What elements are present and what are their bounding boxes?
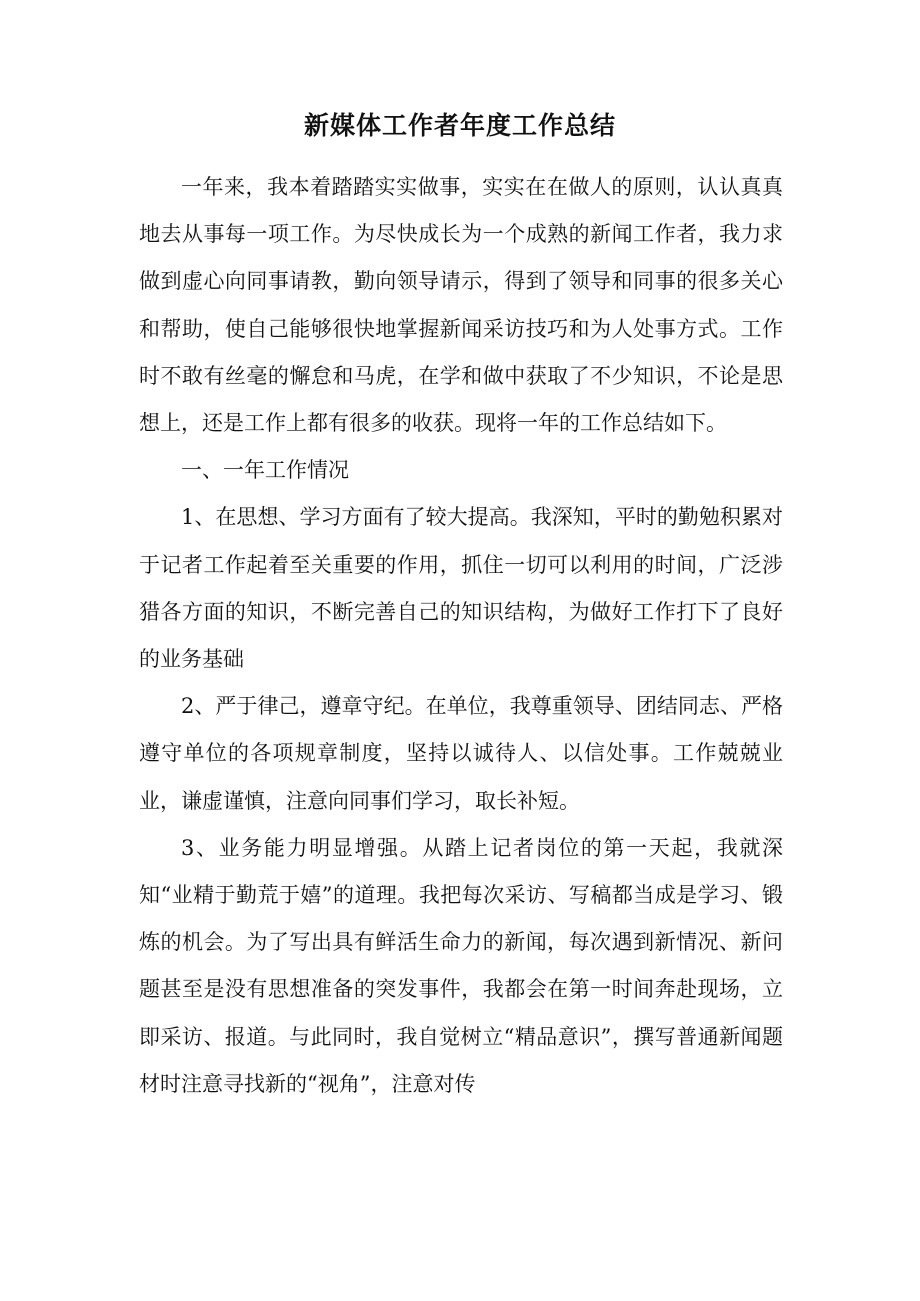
point-1-paragraph: 1、在思想、学习方面有了较大提高。我深知，平时的勤勉积累对于记者工作起着至关重要的作用，抓住一切可以利用的时间，广泛涉猎各方面的知识，不断完善自己的知识结构，为做好工作打下了良好的业务基础	[139, 505, 783, 672]
section-heading-work-situation: 一、一年工作情况	[181, 458, 349, 483]
point-3-paragraph: 3、业务能力明显增强。从踏上记者岗位的第一天起，我就深知“业精于勤荒于嬉”的道理。我把每次采访、写稿都当成是学习、锻炼的机会。为了写出具有鲜活生命力的新闻，每次遇到新情况、新问题甚至是没有思想准备的突发事件，我都会在第一时间奔赴现场，立即采访、报道。与此同时，我自觉树立“精品意识”，撰写普通新闻题材时注意寻找新的“视角”，注意对传	[139, 835, 783, 1096]
intro-paragraph: 一年来，我本着踏踏实实做事，实实在在做人的原则，认认真真地去从事每一项工作。为尽快成长为一个成熟的新闻工作者，我力求做到虚心向同事请教，勤向领导请示，得到了领导和同事的很多关心和帮助，使自己能够很快地掌握新闻采访技巧和为人处事方式。工作时不敢有丝毫的懈怠和马虎，在学和做中获取了不少知识，不论是思想上，还是工作上都有很多的收获。现将一年的工作总结如下。	[139, 175, 783, 436]
document-title: 新媒体工作者年度工作总结	[303, 111, 616, 140]
point-2-paragraph: 2、严于律己，遵章守纪。在单位，我尊重领导、团结同志、严格遵守单位的各项规章制度，坚持以诚待人、以信处事。工作兢兢业业，谦虚谨慎，注意向同事们学习，取长补短。	[139, 694, 783, 813]
document-body	[139, 164, 783, 1108]
